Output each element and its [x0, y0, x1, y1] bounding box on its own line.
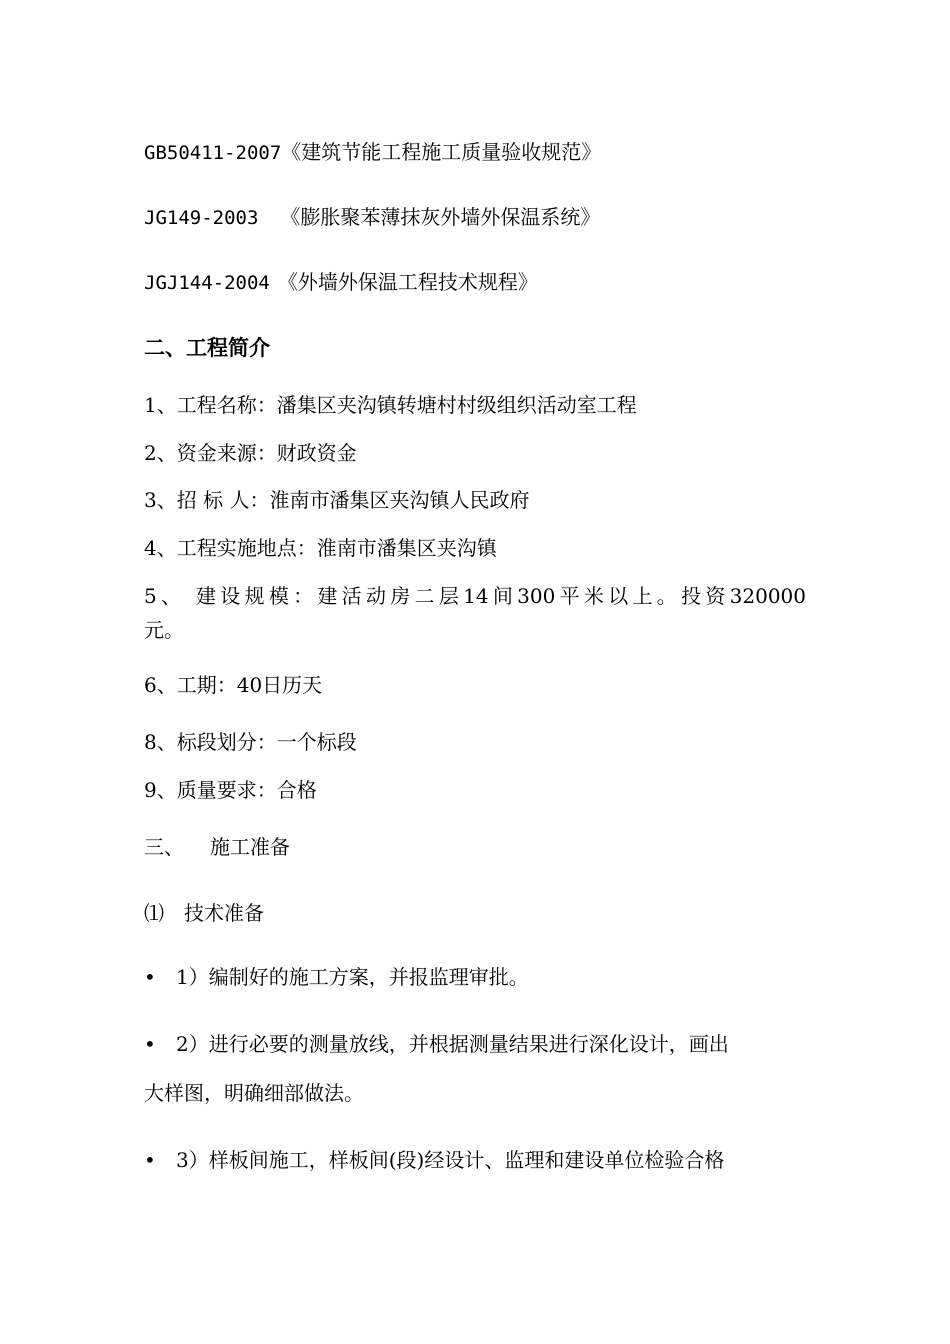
standard-line-1 [144, 138, 601, 167]
standard-code: JG149-2003 [144, 207, 259, 229]
section-heading-3 [144, 833, 290, 861]
section-heading: 二、工程简介 [144, 335, 270, 360]
bullet-text: 1）编制好的施工方案，并报监理审批。 [176, 965, 529, 989]
info-item-duration: 6、工期：40日历天 [144, 673, 323, 697]
bullet-icon: • [144, 1032, 156, 1056]
info-item-scale: 5、 建设规模：建活动房二层14间300平米以上。投资320000 [144, 584, 806, 608]
info-item-lot: 8、标段划分：一个标段 [144, 730, 357, 754]
subsection-number: ⑴ [144, 901, 164, 925]
info-item-scale-cont: 元。 [144, 618, 184, 642]
section-number: 三、 [144, 835, 184, 859]
bullet-item-2-cont: 大样图，明确细部做法。 [144, 1081, 364, 1105]
bullet-item-2 [144, 1030, 729, 1058]
bullet-item-3 [144, 1146, 724, 1174]
standard-title: 《外墙外保温工程技术规程》 [277, 270, 538, 294]
standard-line-3 [144, 268, 538, 297]
bullet-icon: • [144, 1148, 156, 1172]
standard-title: 《膨胀聚苯薄抹灰外墙外保温系统》 [280, 205, 601, 229]
info-item-quality: 9、质量要求：合格 [144, 778, 317, 802]
info-item-name: 1、工程名称：潘集区夹沟镇转塘村村级组织活动室工程 [144, 393, 637, 417]
info-item-location: 4、工程实施地点：淮南市潘集区夹沟镇 [144, 536, 497, 560]
info-item-funding: 2、资金来源：财政资金 [144, 441, 357, 465]
standard-code: GB50411-2007 [144, 142, 282, 164]
section-title: 施工准备 [210, 835, 290, 859]
bullet-item-1 [144, 963, 529, 991]
info-item-tenderer: 3、招 标 人：淮南市潘集区夹沟镇人民政府 [144, 488, 530, 512]
standard-line-2 [144, 203, 600, 232]
bullet-text: 2）进行必要的测量放线，并根据测量结果进行深化设计，画出 [176, 1032, 729, 1056]
standard-code: JGJ144-2004 [144, 272, 270, 294]
bullet-text: 3）样板间施工，样板间(段)经设计、监理和建设单位检验合格 [176, 1148, 725, 1172]
bullet-icon: • [144, 965, 156, 989]
standard-title: 《建筑节能工程施工质量验收规范》 [281, 140, 602, 164]
subsection-heading [144, 899, 264, 927]
subsection-title: 技术准备 [184, 901, 264, 925]
